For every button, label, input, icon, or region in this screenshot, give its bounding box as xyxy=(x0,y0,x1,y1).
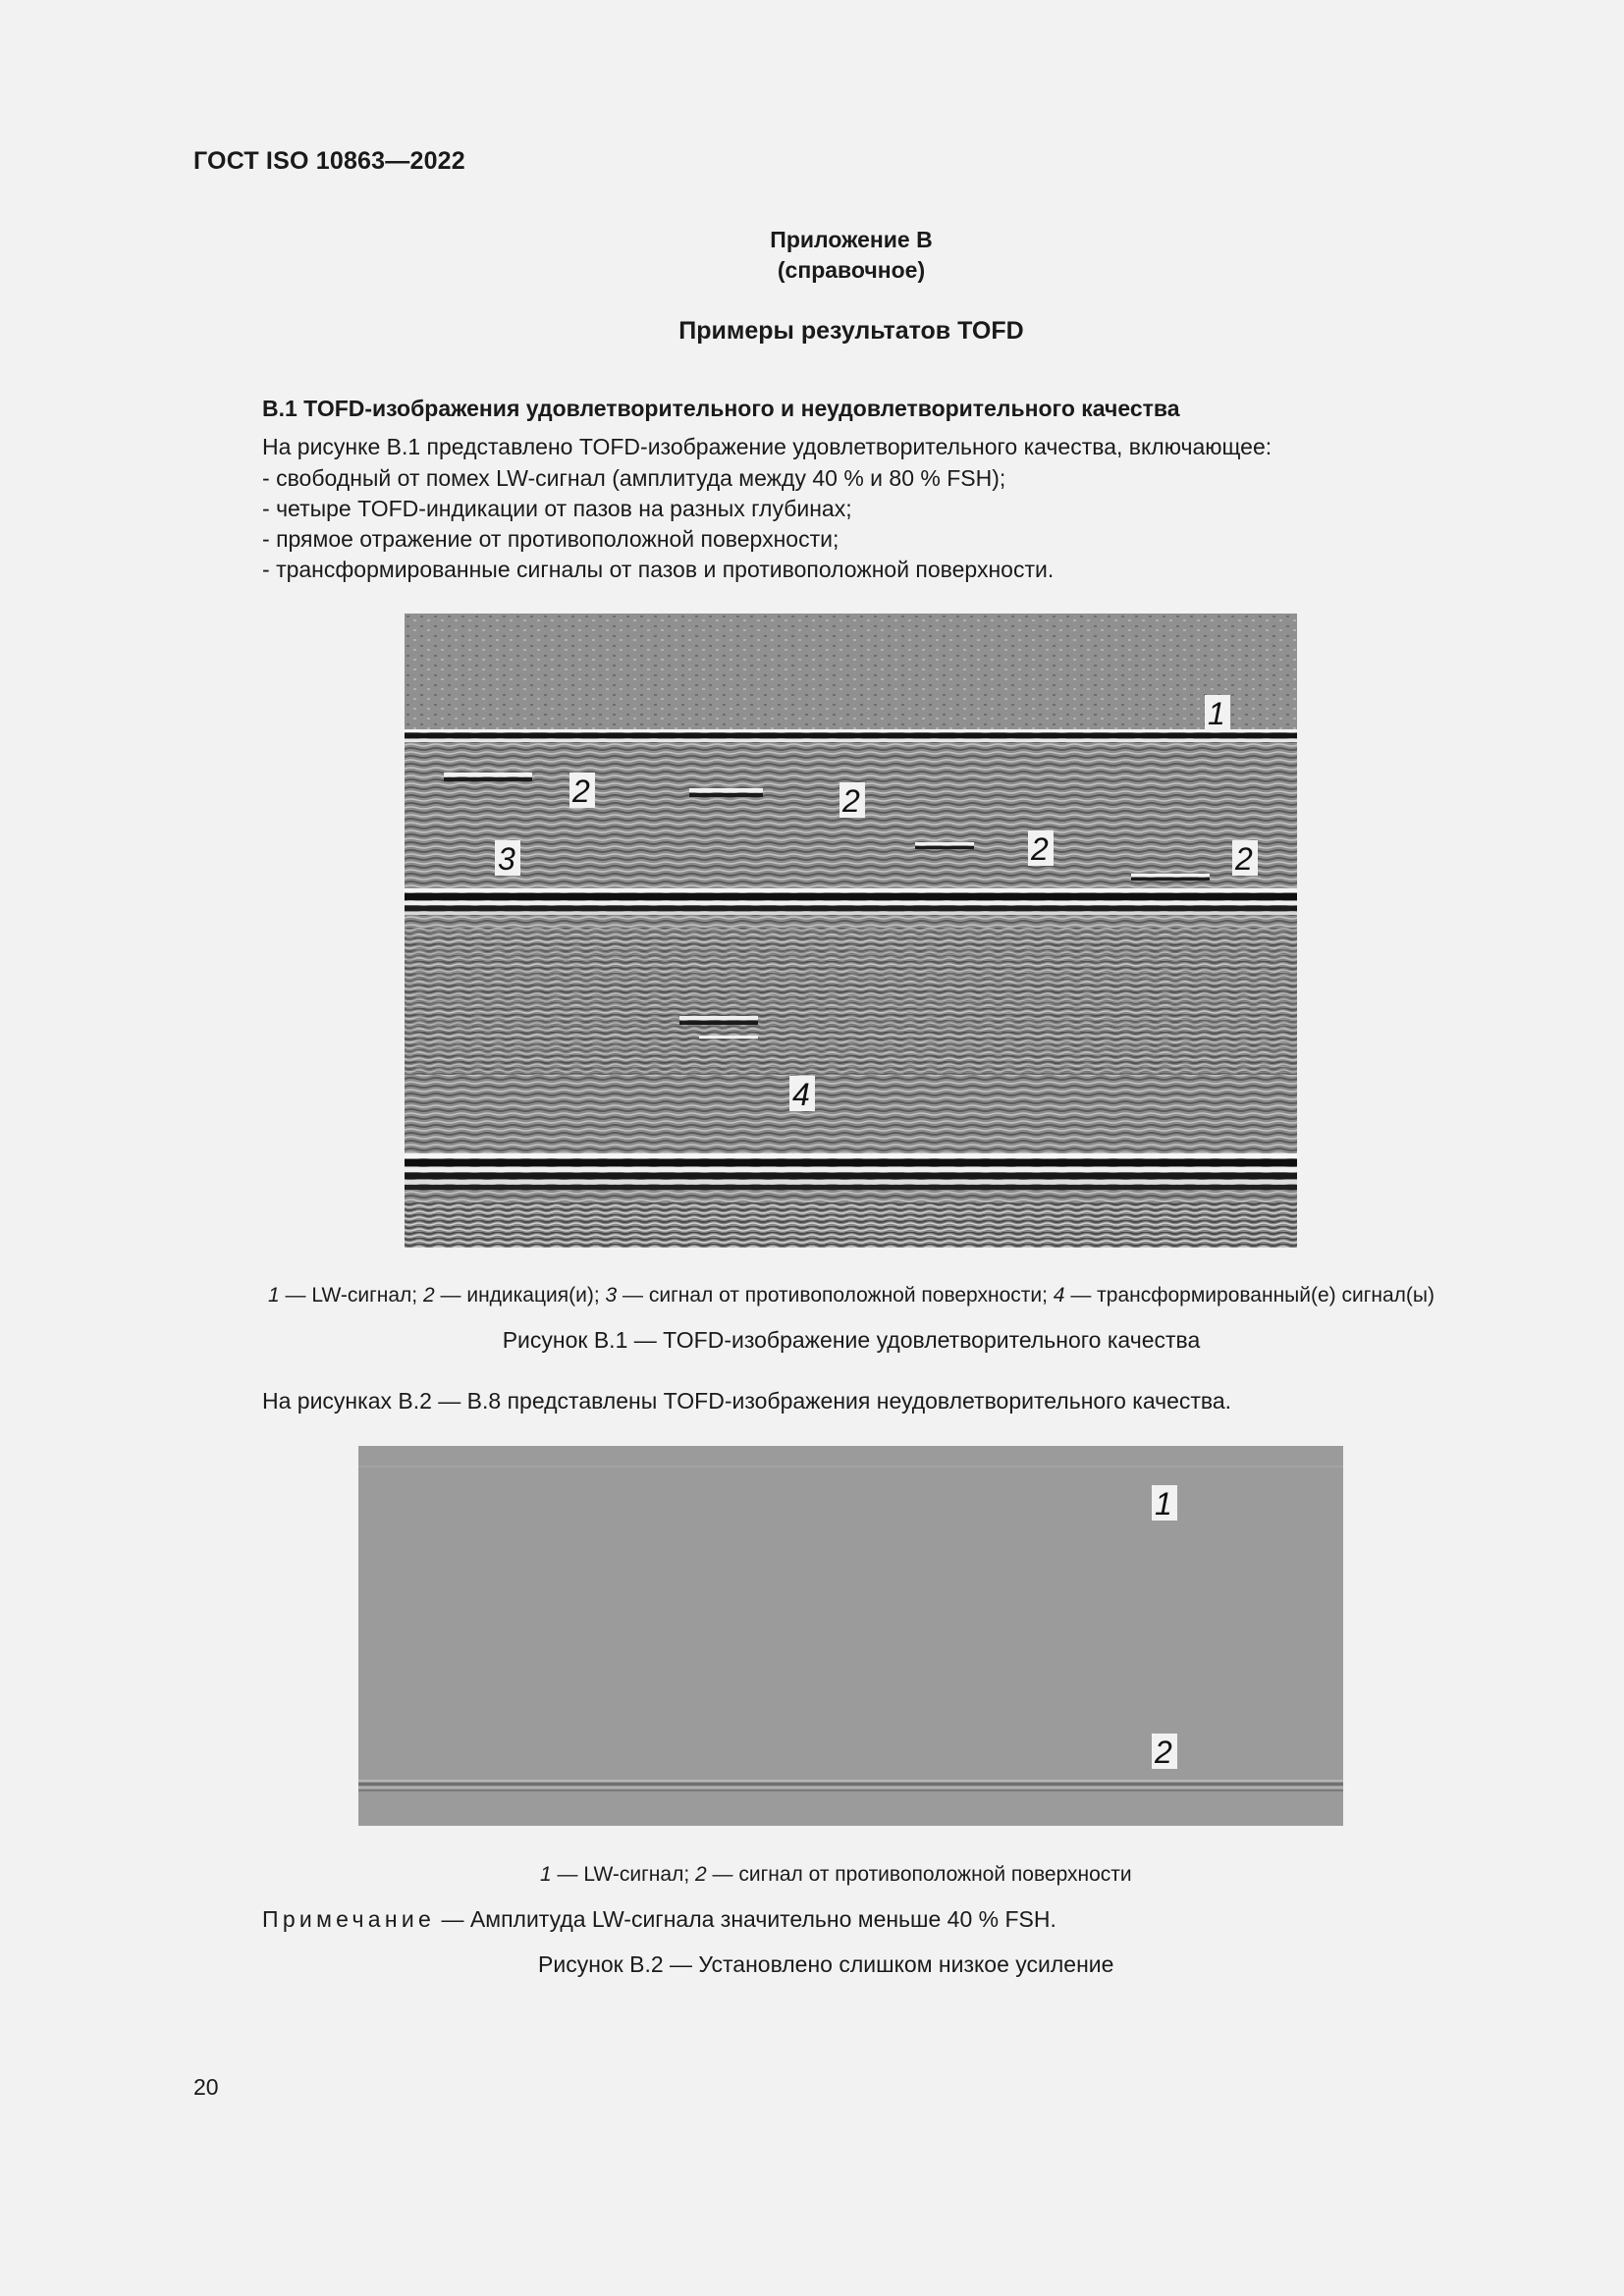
figure-b1-svg xyxy=(405,614,1297,1248)
figures-intro: На рисунках В.2 — В.8 представлены TOFD-изображения неудовлетворительного качества. xyxy=(262,1388,1232,1414)
svg-text:4: 4 xyxy=(792,1077,810,1112)
marker-1 xyxy=(1152,1485,1177,1522)
figure-b2-legend xyxy=(540,1863,1132,1887)
marker-1 xyxy=(1205,695,1230,731)
legend-key: 1 xyxy=(540,1863,552,1886)
marker-2 xyxy=(1028,830,1054,867)
note-label: Примечание xyxy=(262,1906,436,1932)
page-number: 20 xyxy=(193,2074,219,2100)
legend-text: — LW-сигнал; xyxy=(551,1863,696,1886)
legend-text: — индикация(и); xyxy=(434,1284,606,1307)
svg-text:3: 3 xyxy=(498,841,515,877)
list-item: - свободный от помех LW-сигнал (амплитуда между 40 % и 80 % FSH); xyxy=(262,463,1054,494)
list-item: - четыре TOFD-индикации от пазов на разных глубинах; xyxy=(262,494,1054,524)
legend-key: 1 xyxy=(267,1284,280,1307)
marker-3 xyxy=(495,840,520,877)
marker-2 xyxy=(1232,840,1258,877)
svg-text:2: 2 xyxy=(1155,1735,1172,1770)
svg-text:2: 2 xyxy=(572,774,590,809)
legend-key: 2 xyxy=(695,1863,707,1886)
figure-b2-svg xyxy=(358,1446,1343,1826)
marker-2 xyxy=(569,773,595,809)
figure-b1-legend xyxy=(0,1284,1624,1308)
list-item: - прямое отражение от противоположной поверхности; xyxy=(262,524,1054,555)
section-heading: В.1 TOFD-изображения удовлетворительного и неудовлетворительного качества xyxy=(262,396,1180,421)
svg-text:1: 1 xyxy=(1155,1486,1172,1522)
legend-text: — трансформированный(е) сигнал(ы) xyxy=(1064,1284,1435,1307)
svg-text:2: 2 xyxy=(842,783,860,819)
section-intro: На рисунке В.1 представлено TOFD-изображение удовлетворительного качества, включающее: xyxy=(262,434,1272,459)
marker-2 xyxy=(1152,1734,1177,1770)
legend-text: — LW-сигнал; xyxy=(279,1284,423,1307)
svg-text:2: 2 xyxy=(1031,831,1049,867)
list-item: - трансформированные сигналы от пазов и противоположной поверхности. xyxy=(262,555,1054,585)
marker-4 xyxy=(789,1076,815,1112)
document-id: ГОСТ ISO 10863—2022 xyxy=(193,147,465,175)
figure-b2-note xyxy=(262,1906,1056,1933)
legend-key: 4 xyxy=(1053,1284,1065,1307)
legend-text: — сигнал от противоположной поверхности xyxy=(706,1863,1132,1886)
annex-heading: Примеры результатов TOFD xyxy=(678,317,1024,345)
figure-b1-tofd-image xyxy=(405,614,1297,1248)
annex-title-line1: Приложение В xyxy=(770,227,933,252)
svg-text:2: 2 xyxy=(1235,841,1253,877)
requirements-list xyxy=(262,463,1054,585)
svg-text:1: 1 xyxy=(1208,696,1225,731)
legend-key: 2 xyxy=(422,1284,435,1307)
figure-b2-caption: Рисунок В.2 — Установлено слишком низкое усиление xyxy=(538,1951,1114,1977)
figure-b2-tofd-image xyxy=(358,1446,1343,1826)
figure-b1-caption: Рисунок В.1 — TOFD-изображение удовлетворительного качества xyxy=(502,1327,1201,1353)
note-text: — Амплитуда LW-сигнала значительно меньше 40 % FSH. xyxy=(435,1906,1056,1932)
annex-title-line2: (справочное) xyxy=(777,257,926,283)
annex-title xyxy=(0,225,1624,286)
legend-key: 3 xyxy=(605,1284,618,1307)
legend-text: — сигнал от противоположной поверхности; xyxy=(617,1284,1054,1307)
marker-2 xyxy=(839,782,865,819)
